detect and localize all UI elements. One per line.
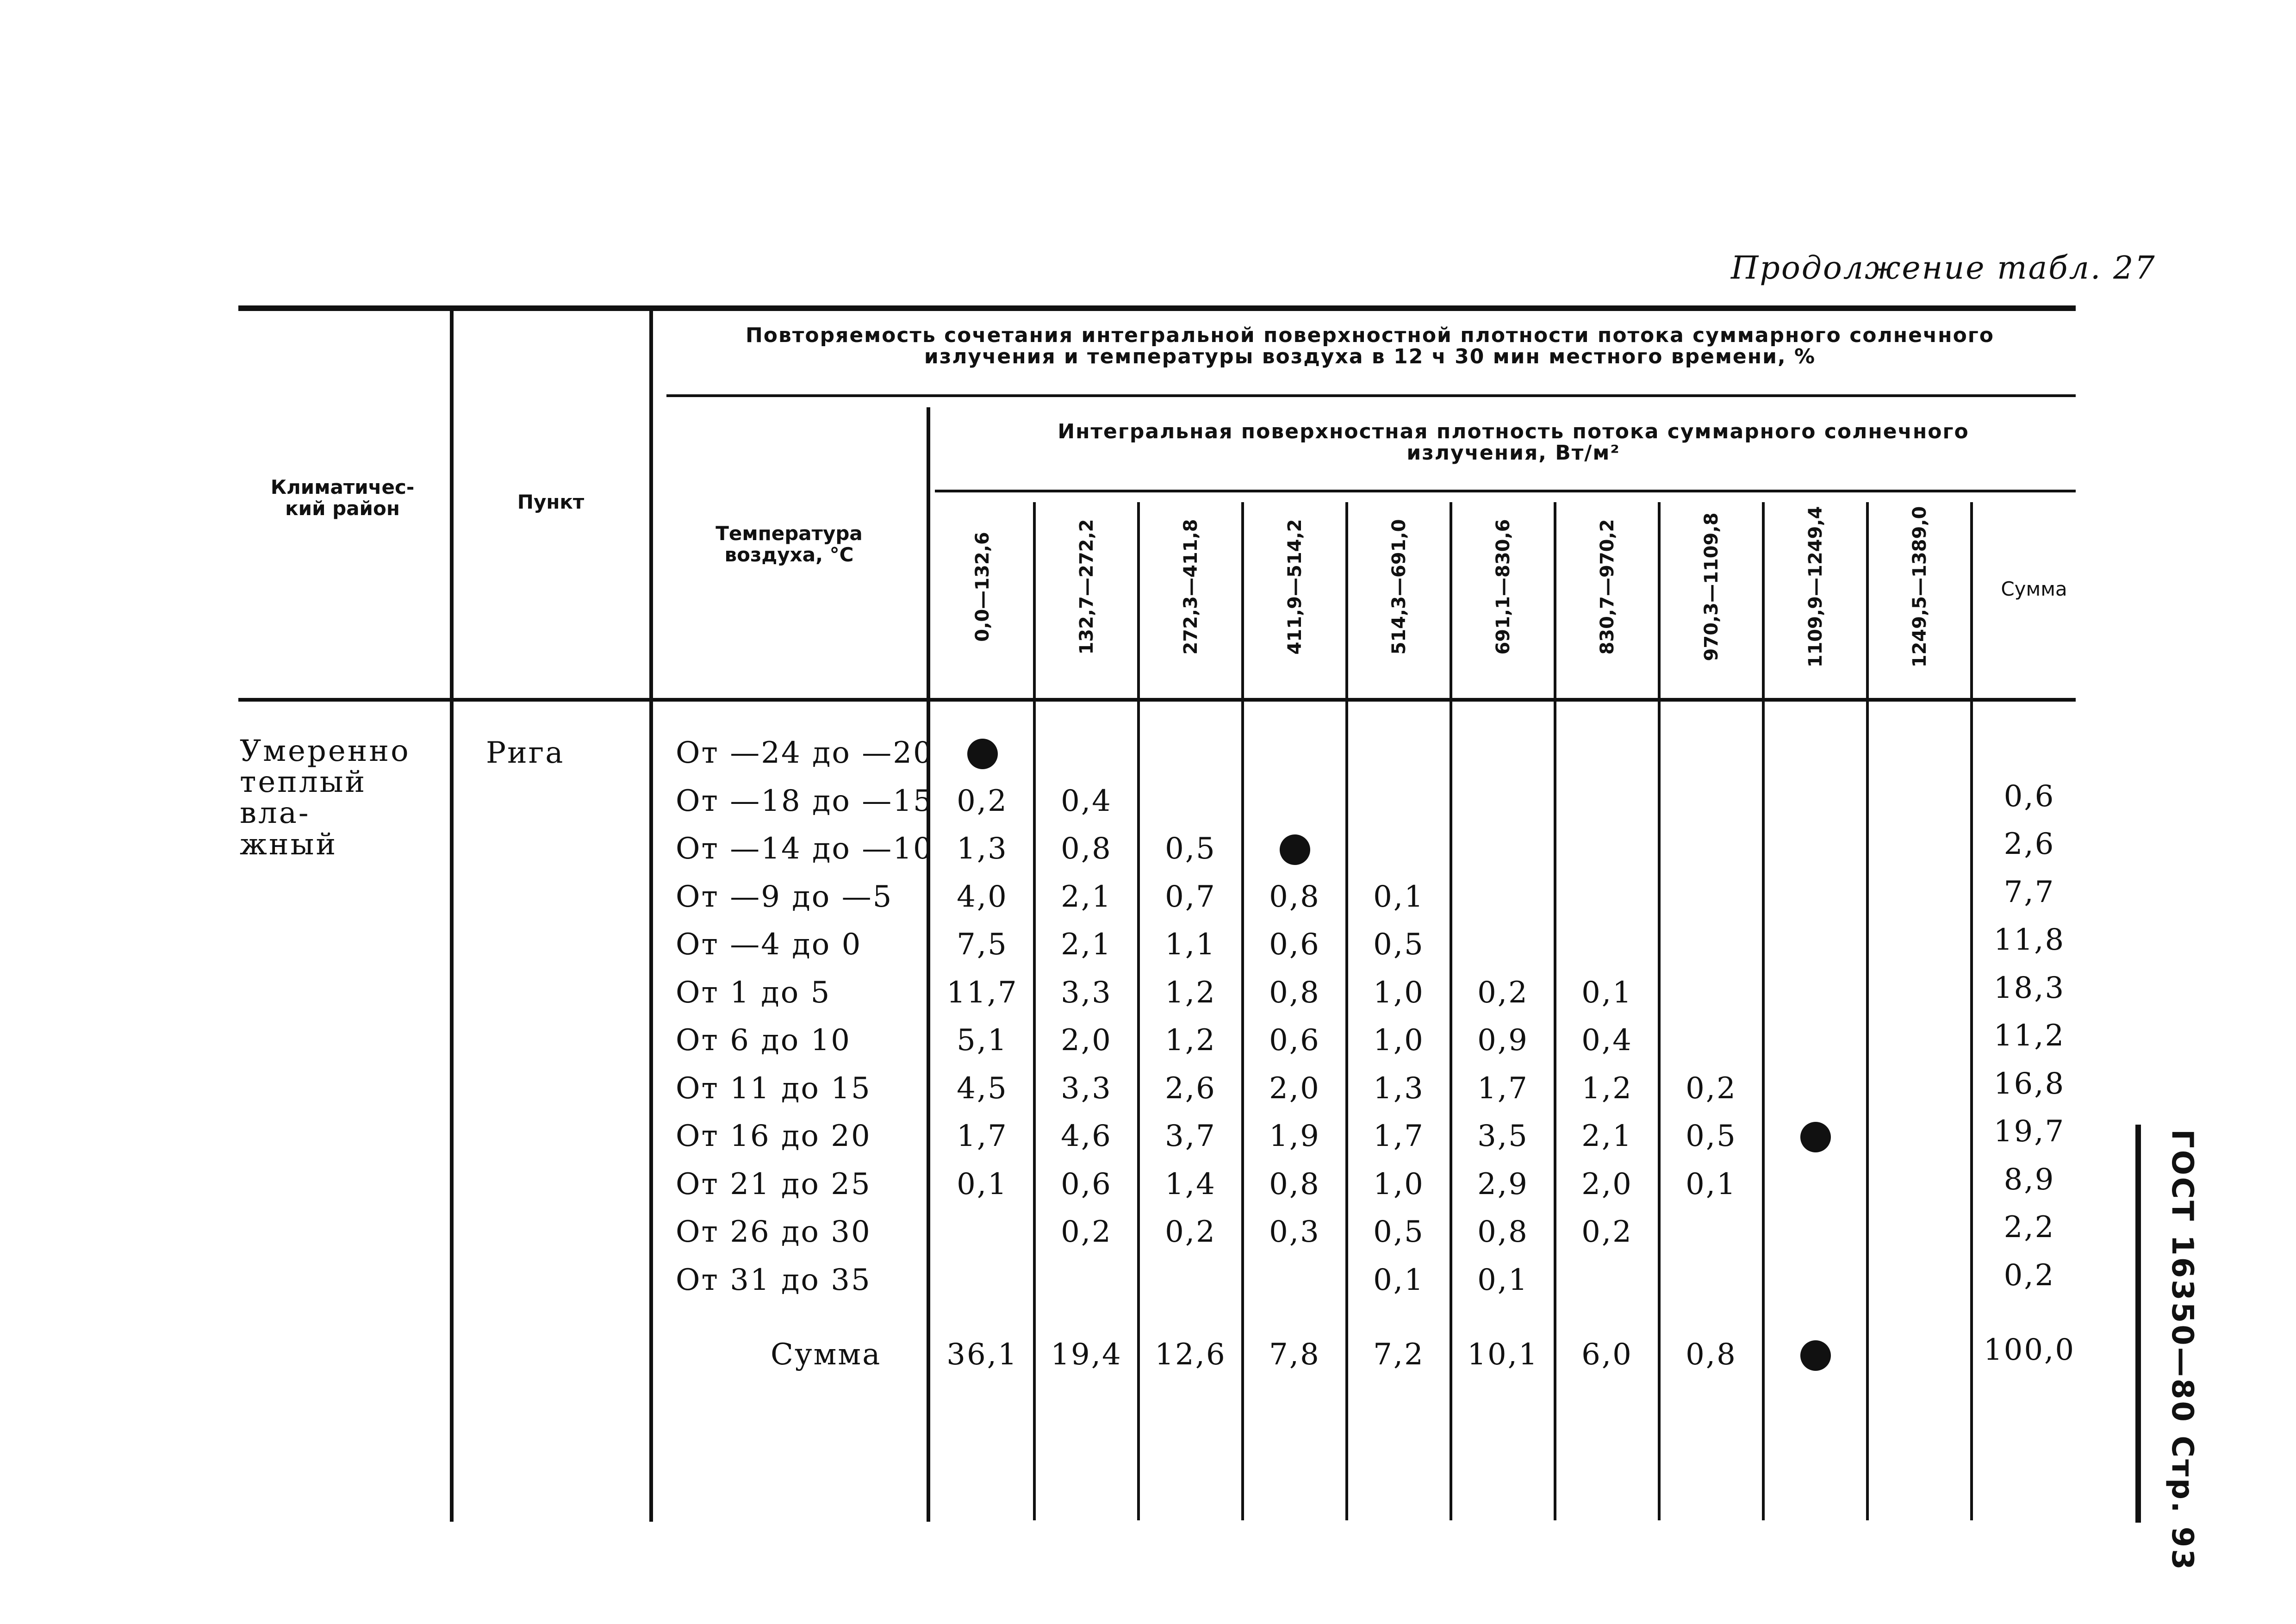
row-sum-cell: 100,0	[1983, 1333, 2076, 1367]
total-row-label: Сумма	[771, 1338, 882, 1372]
header-sum: Сумма	[2001, 578, 2067, 600]
table-row-label: От 11 до 15	[676, 1071, 871, 1106]
table-row-label: От —18 до —15	[676, 784, 933, 818]
header-temperature: Температура воздуха, °С	[716, 522, 863, 566]
row-sum-cell: 2,2	[2004, 1210, 2055, 1244]
table-cell: 2,1	[1581, 1119, 1633, 1153]
table-cell: 0,1	[1477, 1263, 1529, 1297]
table-row-label: От —9 до —5	[676, 879, 893, 914]
table-cell: 0,1	[1581, 975, 1633, 1010]
header-range: 272,3—411,8	[1180, 519, 1201, 655]
table-cell: 0,4	[1061, 784, 1112, 818]
table-cell: 4,5	[957, 1071, 1008, 1106]
table-cell: 2,0	[1061, 1023, 1112, 1058]
table-cell: 0,8	[1269, 879, 1320, 914]
table-cell: 0,2	[1686, 1071, 1737, 1106]
header-range: 1249,5—1389,0	[1909, 506, 1930, 668]
table-row-label: От 16 до 20	[676, 1119, 871, 1153]
table-cell: 0,5	[1686, 1119, 1737, 1153]
row-sum-cell: 7,7	[2004, 875, 2055, 909]
row-sum-cell: 18,3	[1993, 971, 2066, 1005]
table-cell: 3,3	[1061, 975, 1112, 1010]
table-cell: 1,9	[1269, 1119, 1320, 1153]
table-cell: 0,5	[1373, 927, 1425, 962]
table-cell: 1,2	[1581, 1071, 1633, 1106]
header-range: 132,7—272,2	[1076, 519, 1097, 655]
table-cell: 36,1	[946, 1338, 1018, 1372]
table-cell: 11,7	[946, 975, 1018, 1010]
col-divider-region	[450, 309, 454, 1522]
table-cell: 1,2	[1165, 1023, 1216, 1058]
dot-marker-icon	[1280, 834, 1310, 865]
row-sum-cell: 19,7	[1993, 1114, 2066, 1149]
table-cell: 4,6	[1061, 1119, 1112, 1153]
col-divider-point	[649, 309, 653, 1522]
table-cell: 2,0	[1581, 1167, 1633, 1201]
table-cell: 1,7	[1373, 1119, 1425, 1153]
table-continuation-title: Продолжение табл. 27	[1731, 250, 2156, 286]
table-cell: 3,3	[1061, 1071, 1112, 1106]
page-reference: ГОСТ 16350—80 Стр. 93	[2165, 1129, 2199, 1572]
table-cell: 0,1	[1373, 1263, 1425, 1297]
table-cell: 1,1	[1165, 927, 1216, 962]
table-cell: 3,5	[1477, 1119, 1529, 1153]
table-row-label: От —14 до —10	[676, 832, 933, 866]
table-cell: 0,6	[1269, 927, 1320, 962]
dot-marker-icon	[967, 739, 998, 769]
table-cell: 1,7	[1477, 1071, 1529, 1106]
table-cell: 5,1	[957, 1023, 1008, 1058]
table-cell: 0,2	[1165, 1215, 1216, 1249]
table-cell: 2,1	[1061, 879, 1112, 914]
col-divider-range	[1970, 502, 1973, 1520]
table-cell: 0,2	[1477, 975, 1529, 1010]
header-range: 411,9—514,2	[1284, 519, 1306, 655]
table-cell: 12,6	[1155, 1338, 1226, 1372]
table-row-label: От 6 до 10	[676, 1023, 851, 1058]
table-cell: 10,1	[1467, 1338, 1539, 1372]
table-cell: 1,0	[1373, 1023, 1425, 1058]
table-cell: 0,3	[1269, 1215, 1320, 1249]
row-sum-cell: 2,6	[2004, 827, 2055, 861]
table-cell: 0,2	[1581, 1215, 1633, 1249]
table-cell: 0,8	[1477, 1215, 1529, 1249]
table-cell: 0,8	[1686, 1338, 1737, 1372]
table-cell: 0,1	[1686, 1167, 1737, 1201]
table-cell: 0,8	[1061, 832, 1112, 866]
main-header-rule	[666, 394, 2076, 397]
table-cell: 7,8	[1269, 1338, 1320, 1372]
col-divider-temp	[927, 407, 930, 1522]
table-cell: 1,0	[1373, 975, 1425, 1010]
table-cell: 0,9	[1477, 1023, 1529, 1058]
row-sum-cell: 11,8	[1993, 923, 2066, 957]
table-top-rule	[238, 305, 2076, 311]
table-cell: 0,2	[1061, 1215, 1112, 1249]
table-cell: 2,0	[1269, 1071, 1320, 1106]
table-cell: 19,4	[1051, 1338, 1122, 1372]
table-cell: 1,3	[957, 832, 1008, 866]
point-label: Рига	[486, 736, 565, 770]
header-point: Пункт	[517, 491, 585, 513]
header-range: 970,3—1109,8	[1700, 512, 1722, 661]
table-row-label: От 26 до 30	[676, 1215, 871, 1249]
table-cell: 2,9	[1477, 1167, 1529, 1201]
header-range: 1109,9—1249,4	[1804, 506, 1826, 668]
table-row-label: От 21 до 25	[676, 1167, 871, 1201]
table-cell: 7,5	[957, 927, 1008, 962]
table-cell: 0,7	[1165, 879, 1216, 914]
header-range: 514,3—691,0	[1388, 519, 1410, 655]
header-range: 0,0—132,6	[971, 532, 993, 642]
table-row-label: От —24 до —20	[676, 736, 933, 770]
table-cell: 2,1	[1061, 927, 1112, 962]
table-cell: 2,6	[1165, 1071, 1216, 1106]
header-range: 691,1—830,6	[1492, 519, 1514, 655]
header-density: Интегральная поверхностная плотность потока суммарного солнечного излучения, Вт/м²	[1058, 420, 1969, 465]
header-bottom-rule	[238, 698, 2076, 702]
dot-marker-icon	[1800, 1340, 1831, 1371]
row-sum-cell: 0,2	[2004, 1258, 2055, 1293]
table-row-label: От —4 до 0	[676, 927, 862, 962]
row-sum-cell: 16,8	[1993, 1066, 2066, 1101]
table-cell: 1,3	[1373, 1071, 1425, 1106]
table-cell: 0,8	[1269, 975, 1320, 1010]
table-cell: 0,6	[1269, 1023, 1320, 1058]
header-range: 830,7—970,2	[1596, 519, 1618, 655]
table-row-label: От 1 до 5	[676, 975, 831, 1010]
table-cell: 1,0	[1373, 1167, 1425, 1201]
table-row-label: От 31 до 35	[676, 1263, 871, 1297]
row-sum-cell: 0,6	[2004, 779, 2055, 814]
dot-marker-icon	[1800, 1122, 1831, 1152]
header-region: Климатичес- кий район	[270, 476, 415, 520]
table-cell: 0,5	[1373, 1215, 1425, 1249]
row-sum-cell: 11,2	[1993, 1019, 2066, 1053]
table-cell: 0,6	[1061, 1167, 1112, 1201]
table-cell: 4,0	[957, 879, 1008, 914]
row-sum-cell: 8,9	[2004, 1162, 2055, 1197]
table-cell: 1,7	[957, 1119, 1008, 1153]
table-cell: 0,1	[957, 1167, 1008, 1201]
table-cell: 3,7	[1165, 1119, 1216, 1153]
header-main: Повторяемость сочетания интегральной поверхностной плотности потока суммарного солнечного излучения и температуры воздуха в 12 ч 30 мин местного времени, %	[745, 324, 1995, 369]
table-cell: 0,8	[1269, 1167, 1320, 1201]
table-cell: 0,1	[1373, 879, 1425, 914]
density-header-rule	[935, 490, 2076, 492]
table-cell: 0,5	[1165, 832, 1216, 866]
table-cell: 0,4	[1581, 1023, 1633, 1058]
col-divider-range	[1866, 502, 1869, 1520]
table-cell: 0,2	[957, 784, 1008, 818]
region-label: Умеренно теплый вла- жный	[240, 734, 411, 862]
table-cell: 7,2	[1373, 1338, 1425, 1372]
table-cell: 1,2	[1165, 975, 1216, 1010]
table-cell: 6,0	[1581, 1338, 1633, 1372]
table-cell: 1,4	[1165, 1167, 1216, 1201]
side-rule	[2135, 1125, 2141, 1523]
